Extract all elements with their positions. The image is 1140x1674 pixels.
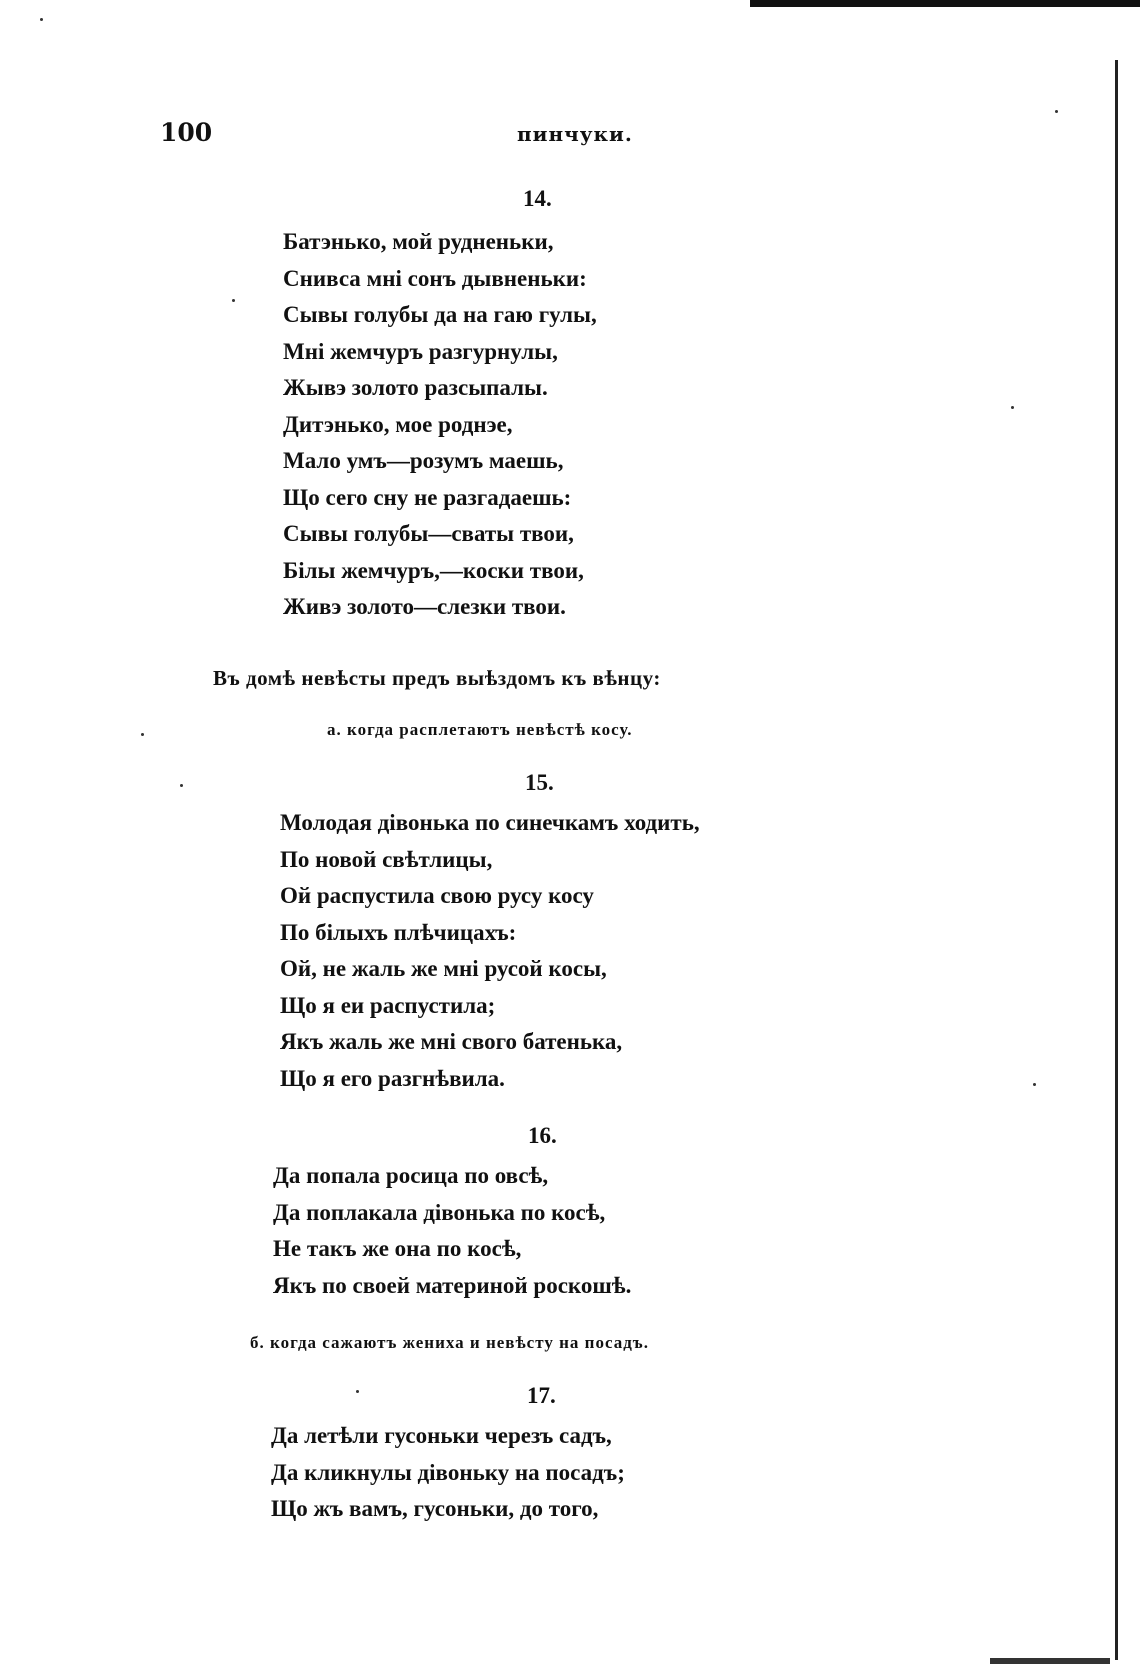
song-number-14: 14.	[523, 186, 552, 211]
song-17-stanza	[271, 1418, 625, 1528]
verse-line: Що сего сну не разгадаешь:	[283, 484, 572, 510]
verse-line: Да летѣли гусоньки черезъ садъ,	[271, 1423, 612, 1448]
scan-speck	[232, 299, 235, 302]
scan-speck	[1033, 1083, 1036, 1086]
verse-line: Снивса мнi сонъ дывненьки:	[283, 265, 587, 291]
verse-line: Що жъ вамъ, гусоньки, до того,	[271, 1496, 599, 1521]
scan-edge-right	[1115, 60, 1118, 1660]
verse-line: По бiлыхъ плѣчицахъ:	[280, 919, 517, 945]
scan-speck	[356, 1390, 359, 1393]
song-number-16: 16.	[528, 1123, 557, 1148]
song-16-stanza	[273, 1158, 631, 1304]
verse-line: Молодая дiвонька по синечкамъ ходить,	[280, 810, 700, 835]
song-14-stanza	[283, 224, 597, 626]
verse-line: Ой, не жаль же мнi русой косы,	[280, 956, 607, 981]
verse-line: Мнi жемчуръ разгурнулы,	[283, 338, 558, 364]
verse-line: Що я его разгнѣвила.	[280, 1065, 505, 1091]
page-number: 100	[160, 118, 213, 147]
verse-line: Жывэ золото разсыпалы.	[283, 375, 548, 400]
running-title: пинчуки.	[517, 122, 633, 146]
verse-line: Батэнько, мой рудненьки,	[283, 229, 554, 254]
scan-speck	[40, 18, 43, 21]
verse-line: Якъ жаль же мнi свого батенька,	[280, 1029, 623, 1054]
verse-line: По новой свѣтлицы,	[280, 846, 493, 872]
scan-speck	[141, 733, 144, 736]
verse-line: Да поплакала дiвонька по косѣ,	[273, 1199, 606, 1225]
verse-line: Да кликнулы дiвоньку на посадъ;	[271, 1459, 625, 1485]
scan-edge-top	[750, 0, 1140, 7]
section-heading: Въ домѣ невѣсты предъ выѣздомъ къ вѣнцу:	[213, 666, 661, 690]
verse-line: Мало умъ—розумъ маешь,	[283, 448, 564, 473]
verse-line: Якъ по своей материной роскошѣ.	[273, 1272, 632, 1298]
verse-line: Сывы голубы—сваты твои,	[283, 521, 574, 546]
sub-heading-a: а. когда расплетаютъ невѣстѣ косу.	[327, 720, 633, 739]
scan-speck	[1055, 110, 1058, 113]
verse-line: Живэ золото—слезки твои.	[283, 594, 566, 619]
song-15-stanza	[280, 805, 700, 1097]
verse-line: Да попала росица по овсѣ,	[273, 1163, 549, 1188]
verse-line: Не такъ же она по косѣ,	[273, 1236, 522, 1261]
scan-speck	[180, 784, 183, 787]
scan-edge-bottom	[990, 1658, 1110, 1664]
song-number-15: 15.	[525, 770, 554, 795]
scan-speck	[1011, 406, 1014, 409]
verse-line: Дитэнько, мое роднэе,	[283, 411, 513, 437]
verse-line: Що я еи распустила;	[280, 992, 496, 1018]
verse-line: Сывы голубы да на гаю гулы,	[283, 302, 597, 327]
song-number-17: 17.	[527, 1383, 556, 1408]
sub-heading-b: б. когда сажаютъ жениха и невѣсту на посадъ.	[250, 1333, 649, 1352]
verse-line: Ой распустила свою русу косу	[280, 883, 594, 908]
verse-line: Бiлы жемчуръ,—коски твои,	[283, 557, 584, 583]
